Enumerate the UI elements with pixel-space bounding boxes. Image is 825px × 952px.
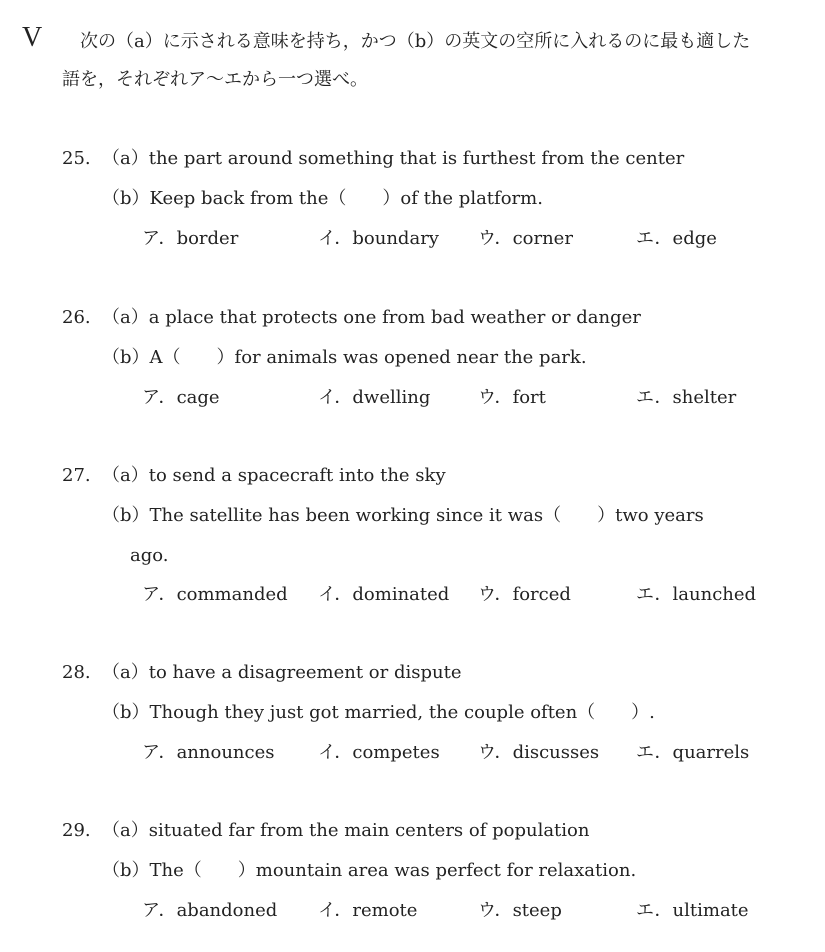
option-d[interactable] <box>636 744 749 762</box>
sentence-line <box>102 862 636 880</box>
part-a-label: （a） <box>102 820 149 841</box>
sentence-line <box>102 507 704 525</box>
option-a[interactable] <box>142 586 288 604</box>
definition-line <box>102 822 589 840</box>
option-label: イ． <box>318 742 353 763</box>
option-b[interactable] <box>318 744 440 762</box>
sentence-line <box>102 190 543 208</box>
option-b[interactable] <box>318 230 439 248</box>
option-a[interactable] <box>142 902 277 920</box>
option-text: forced <box>512 584 571 605</box>
question-number: 27. <box>62 465 91 486</box>
option-b[interactable] <box>318 586 449 604</box>
part-b-label: （b） <box>102 860 150 881</box>
option-d[interactable] <box>636 902 749 920</box>
sentence-text: Keep back from the（ ）of the platform. <box>149 188 543 209</box>
definition-line <box>102 664 461 682</box>
option-a[interactable] <box>142 744 274 762</box>
part-a-label: （a） <box>102 148 149 169</box>
option-c[interactable] <box>478 744 599 762</box>
option-label: ウ． <box>478 228 513 249</box>
option-label: ア． <box>142 228 177 249</box>
sentence-text: The（ ）mountain area was perfect for relaxation. <box>149 860 637 881</box>
option-text: remote <box>352 900 418 921</box>
instruction-line-1: 次の（a）に示される意味を持ち，かつ（b）の英文の空所に入れるのに最も適した <box>80 31 751 52</box>
option-label: エ． <box>636 900 673 921</box>
option-text: boundary <box>352 228 439 249</box>
part-a-label: （a） <box>102 465 149 486</box>
section-number: V <box>22 22 43 53</box>
option-text: abandoned <box>176 900 278 921</box>
sentence-text: The satellite has been working since it was（ ）two years <box>149 505 704 526</box>
option-label: イ． <box>318 584 353 605</box>
option-label: ア． <box>142 584 177 605</box>
option-text: quarrels <box>672 742 750 763</box>
definition-line <box>102 309 641 327</box>
definition-line <box>102 467 446 485</box>
option-c[interactable] <box>478 586 571 604</box>
option-d[interactable] <box>636 586 756 604</box>
option-text: steep <box>512 900 562 921</box>
part-a-label: （a） <box>102 662 149 683</box>
definition-text: situated far from the main centers of population <box>148 820 590 841</box>
part-b-label: （b） <box>102 347 150 368</box>
part-b-label: （b） <box>102 702 150 723</box>
option-text: dwelling <box>352 387 431 408</box>
option-text: discusses <box>512 742 600 763</box>
option-label: エ． <box>636 387 673 408</box>
option-text: ultimate <box>672 900 749 921</box>
definition-line <box>102 150 684 168</box>
option-a[interactable] <box>142 230 238 248</box>
option-text: announces <box>176 742 275 763</box>
option-b[interactable] <box>318 389 430 407</box>
option-label: ウ． <box>478 900 513 921</box>
definition-text: to send a spacecraft into the sky <box>148 465 446 486</box>
option-a[interactable] <box>142 389 220 407</box>
option-label: エ． <box>636 228 673 249</box>
option-text: corner <box>512 228 573 249</box>
sentence-line <box>102 349 587 367</box>
option-c[interactable] <box>478 902 562 920</box>
option-text: commanded <box>176 584 288 605</box>
instruction-line-2: 語を，それぞれア～エから一つ選べ。 <box>62 69 368 90</box>
question-number: 26. <box>62 307 91 328</box>
option-label: ア． <box>142 387 177 408</box>
option-label: ウ． <box>478 584 513 605</box>
sentence-continuation: ago. <box>130 545 169 566</box>
option-label: ア． <box>142 900 177 921</box>
part-b-label: （b） <box>102 188 150 209</box>
option-d[interactable] <box>636 389 736 407</box>
question-number: 29. <box>62 820 91 841</box>
option-c[interactable] <box>478 389 546 407</box>
option-text: dominated <box>352 584 450 605</box>
option-text: fort <box>512 387 546 408</box>
sentence-text: A（ ）for animals was opened near the park. <box>149 347 587 368</box>
part-a-label: （a） <box>102 307 149 328</box>
option-b[interactable] <box>318 902 417 920</box>
definition-text: to have a disagreement or dispute <box>148 662 462 683</box>
option-label: ウ． <box>478 742 513 763</box>
question-number: 25. <box>62 148 91 169</box>
option-c[interactable] <box>478 230 573 248</box>
option-label: エ． <box>636 742 673 763</box>
sentence-line <box>102 704 655 722</box>
option-label: ウ． <box>478 387 513 408</box>
part-b-label: （b） <box>102 505 150 526</box>
option-text: shelter <box>672 387 737 408</box>
option-label: イ． <box>318 900 353 921</box>
option-text: border <box>176 228 239 249</box>
question-number: 28. <box>62 662 91 683</box>
option-text: competes <box>352 742 440 763</box>
sentence-text: Though they just got married, the couple often（ ）. <box>149 702 655 723</box>
option-text: launched <box>672 584 757 605</box>
definition-text: a place that protects one from bad weather or danger <box>148 307 641 328</box>
option-label: イ． <box>318 228 353 249</box>
option-text: edge <box>672 228 717 249</box>
option-label: ア． <box>142 742 177 763</box>
option-d[interactable] <box>636 230 717 248</box>
option-label: エ． <box>636 584 673 605</box>
option-text: cage <box>176 387 220 408</box>
option-label: イ． <box>318 387 353 408</box>
definition-text: the part around something that is furthest from the center <box>148 148 685 169</box>
